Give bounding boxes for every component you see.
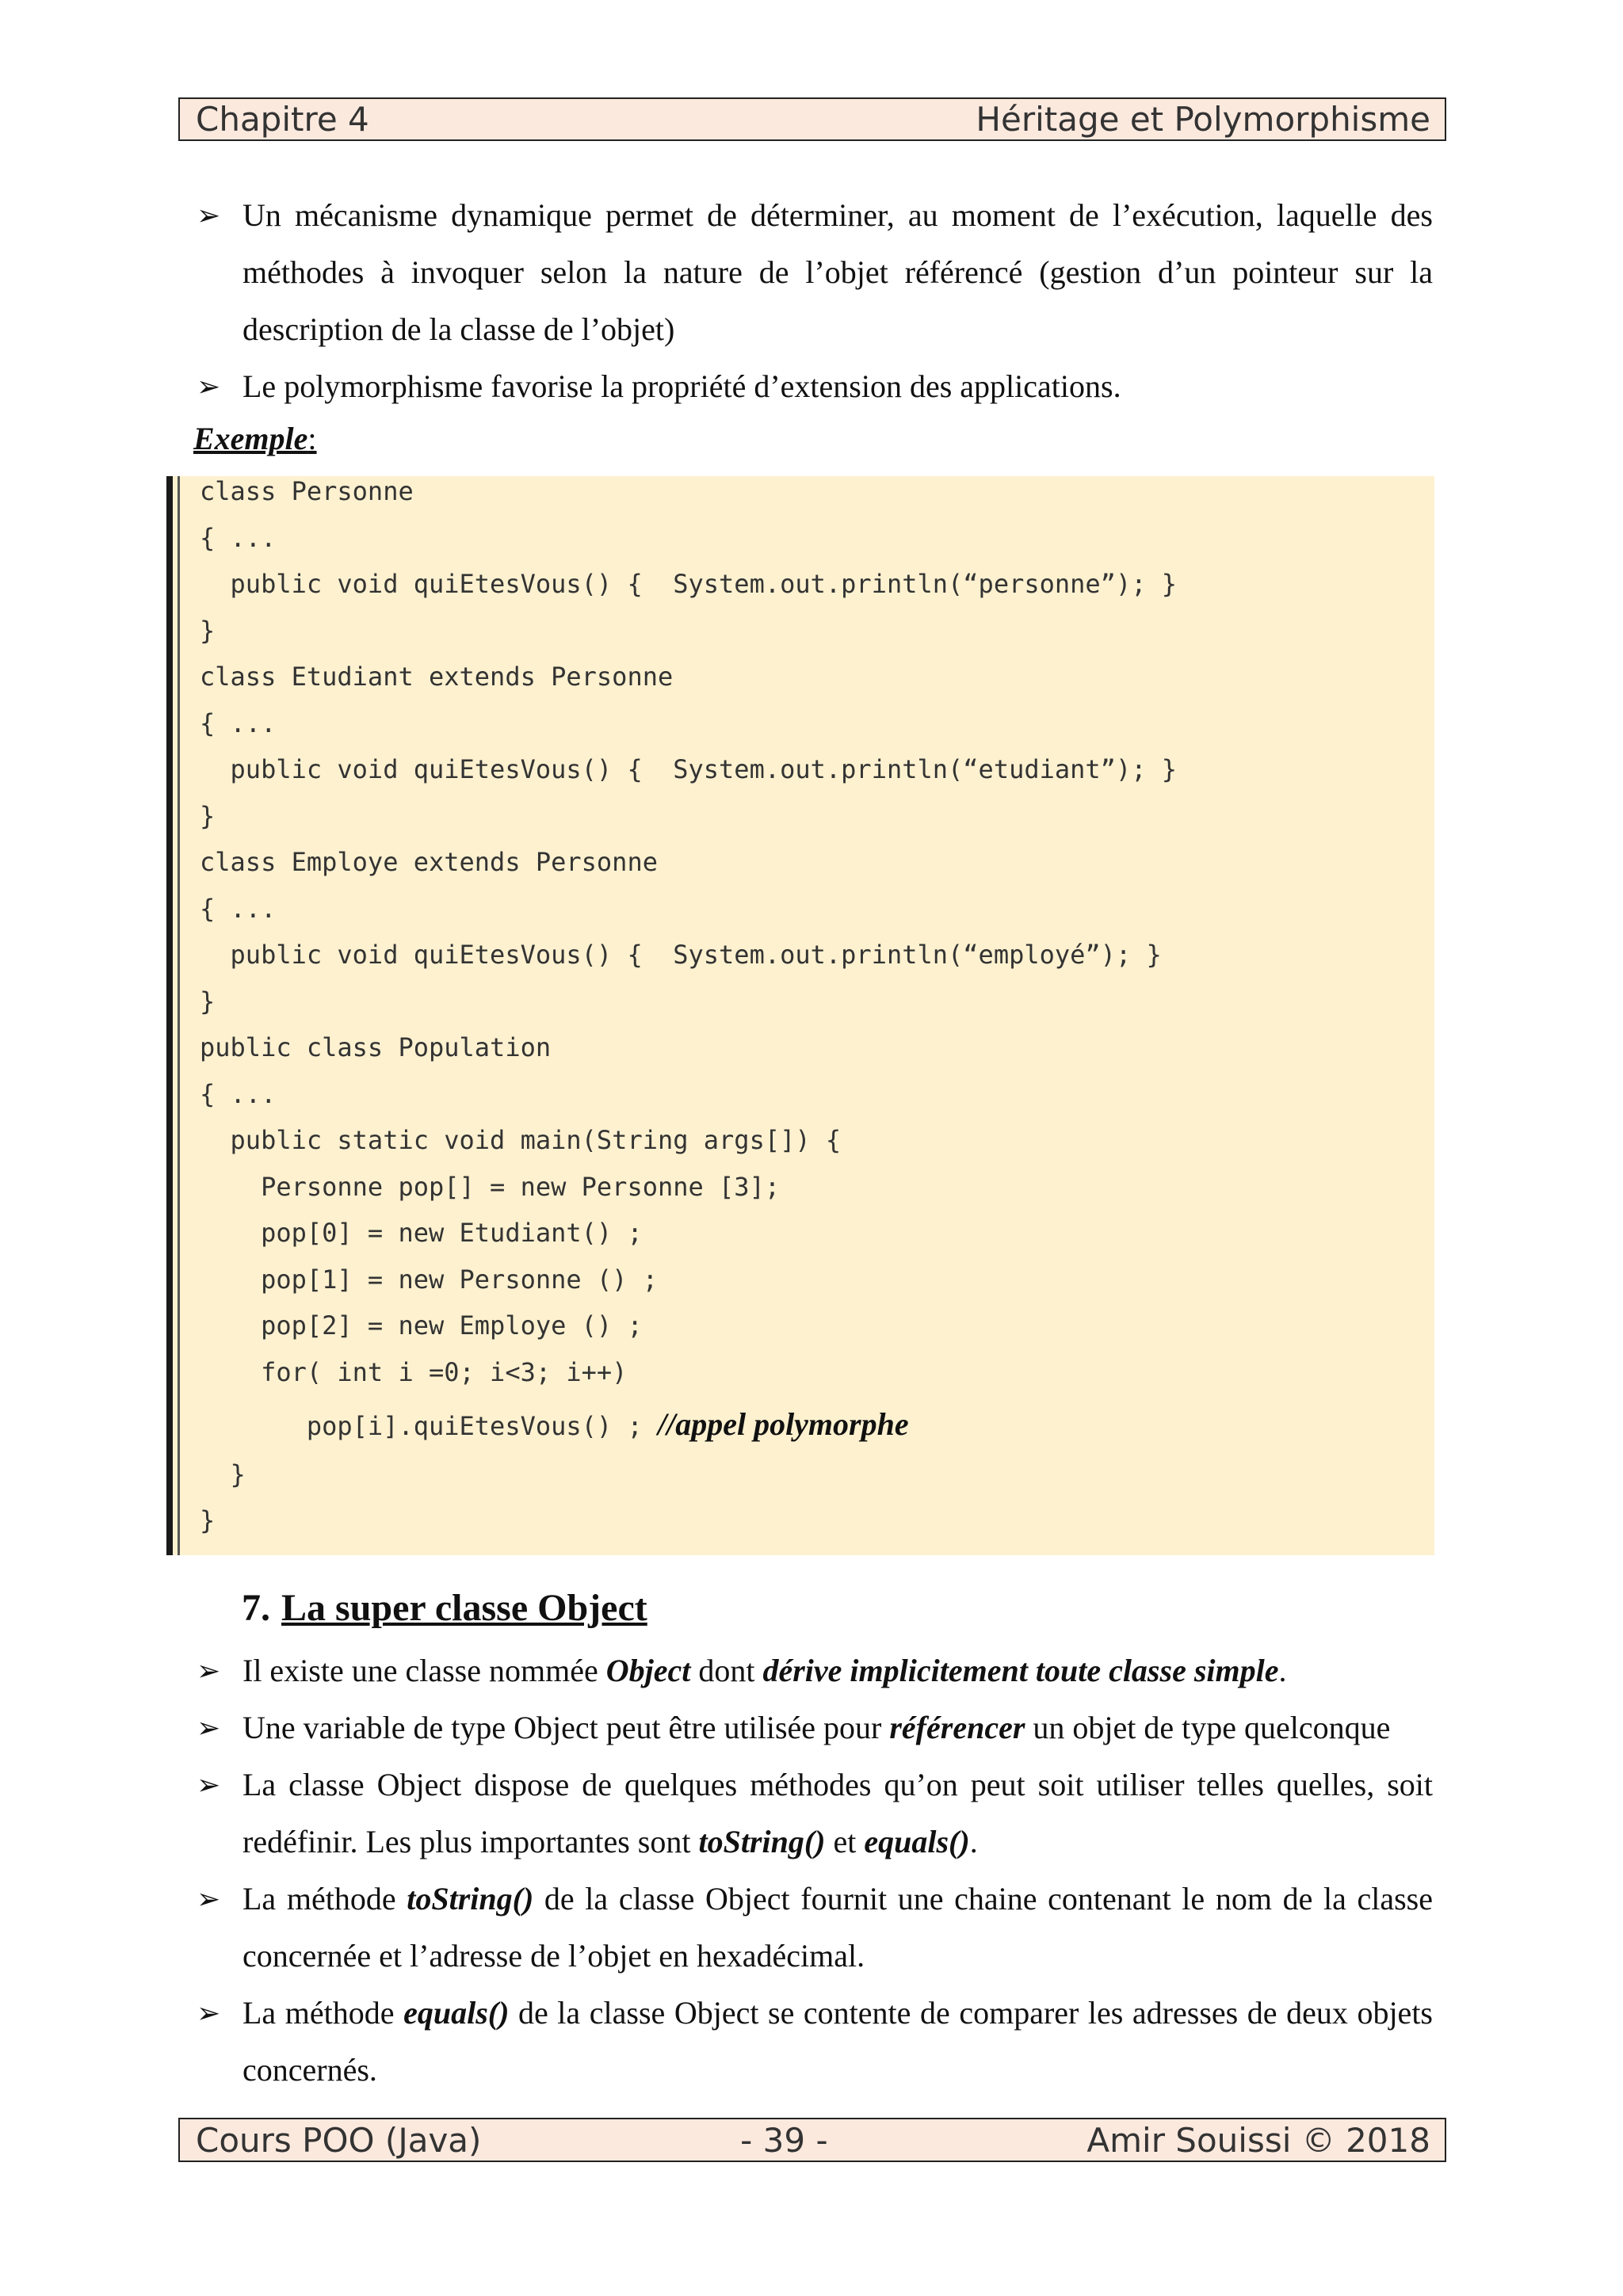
code-line: Personne pop[] = new Personne [3]; [200,1172,781,1202]
example-label: Exemple: [193,421,317,456]
code-block [166,476,1434,1555]
arrow-bullet-icon: ➢ [197,1655,221,1687]
bullet-text: Le polymorphisme favorise la propriété d’extension des applications. [242,368,1121,404]
bullet-item [197,1871,1433,1985]
code-line: pop[i].quiEtesVous() ; //appel polymorphe [200,1406,909,1442]
arrow-bullet-icon: ➢ [197,1769,221,1801]
code-line: } [200,1459,246,1489]
bullet-item [197,187,1433,358]
bullet-text: La classe Object dispose de quelques méthodes qu’on peut soit utiliser telles quelles, soit redéfinir. Les plus importantes sont toString() et equals(). [242,1767,1433,1859]
code-line: { ... [200,894,277,924]
page-header [178,97,1446,141]
bullet-text: La méthode toString() de la classe Object fournit une chaine contenant le nom de la classe concernée et l’adresse de l’objet en hexadécimal. [242,1881,1434,1974]
arrow-bullet-icon: ➢ [197,371,221,402]
bullet-item [197,1642,1433,1699]
code-line: class Etudiant extends Personne [200,662,674,692]
code-line: class Personne [200,476,414,506]
arrow-bullet-icon: ➢ [197,200,221,231]
code-line: pop[1] = new Personne () ; [200,1264,658,1295]
code-line: { ... [200,523,277,553]
code-line: public void quiEtesVous() { System.out.println(“personne”); } [200,569,1177,599]
code-line: public void quiEtesVous() { System.out.println(“employé”); } [200,940,1162,970]
code-line: public static void main(String args[]) { [200,1125,842,1155]
code-comment: //appel polymorphe [657,1406,909,1442]
code-line: for( int i =0; i<3; i++) [200,1357,628,1387]
bullet-item [197,1699,1433,1756]
code-line: pop[2] = new Employe () ; [200,1310,643,1341]
code-line: class Employe extends Personne [200,847,658,877]
bullet-item [197,358,1433,415]
page-number: - 39 - [740,2120,828,2160]
author-copyright: Amir Souissi © 2018 [1086,2120,1430,2160]
bullet-item [197,1985,1433,2099]
arrow-bullet-icon: ➢ [197,1997,221,2029]
code-line: public class Population [200,1032,552,1062]
bullet-text: La méthode equals() de la classe Object se contente de comparer les adresses de deux objets concernés. [242,1995,1433,2088]
code-line: } [200,616,216,646]
bullet-text: Il existe une classe nommée Object dont dérive implicitement toute classe simple. [242,1653,1287,1688]
section-title: La super classe Object [281,1587,647,1629]
section-number: 7. [242,1587,270,1629]
code-line: pop[0] = new Etudiant() ; [200,1218,643,1248]
section-heading [242,1583,647,1634]
code-line: public void quiEtesVous() { System.out.println(“etudiant”); } [200,754,1177,784]
arrow-bullet-icon: ➢ [197,1883,221,1915]
code-line: } [200,986,216,1016]
code-line: } [200,801,216,831]
bullet-item [197,1756,1433,1871]
page-footer [178,2118,1446,2162]
chapter-title: Héritage et Polymorphisme [976,100,1430,139]
arrow-bullet-icon: ➢ [197,1712,221,1744]
code-line: { ... [200,1079,277,1109]
bullet-text: Un mécanisme dynamique permet de déterminer, au moment de l’exécution, laquelle des méthodes à invoquer selon la nature de l’objet référencé (gestion d’un pointeur sur la description de la classe de l’objet) [242,197,1433,347]
chapter-label: Chapitre 4 [196,100,369,139]
bullet-text: Une variable de type Object peut être utilisée pour référencer un objet de type quelconque [242,1710,1391,1745]
course-label: Cours POO (Java) [196,2120,482,2160]
code-line: { ... [200,708,277,738]
code-line: } [200,1505,216,1535]
